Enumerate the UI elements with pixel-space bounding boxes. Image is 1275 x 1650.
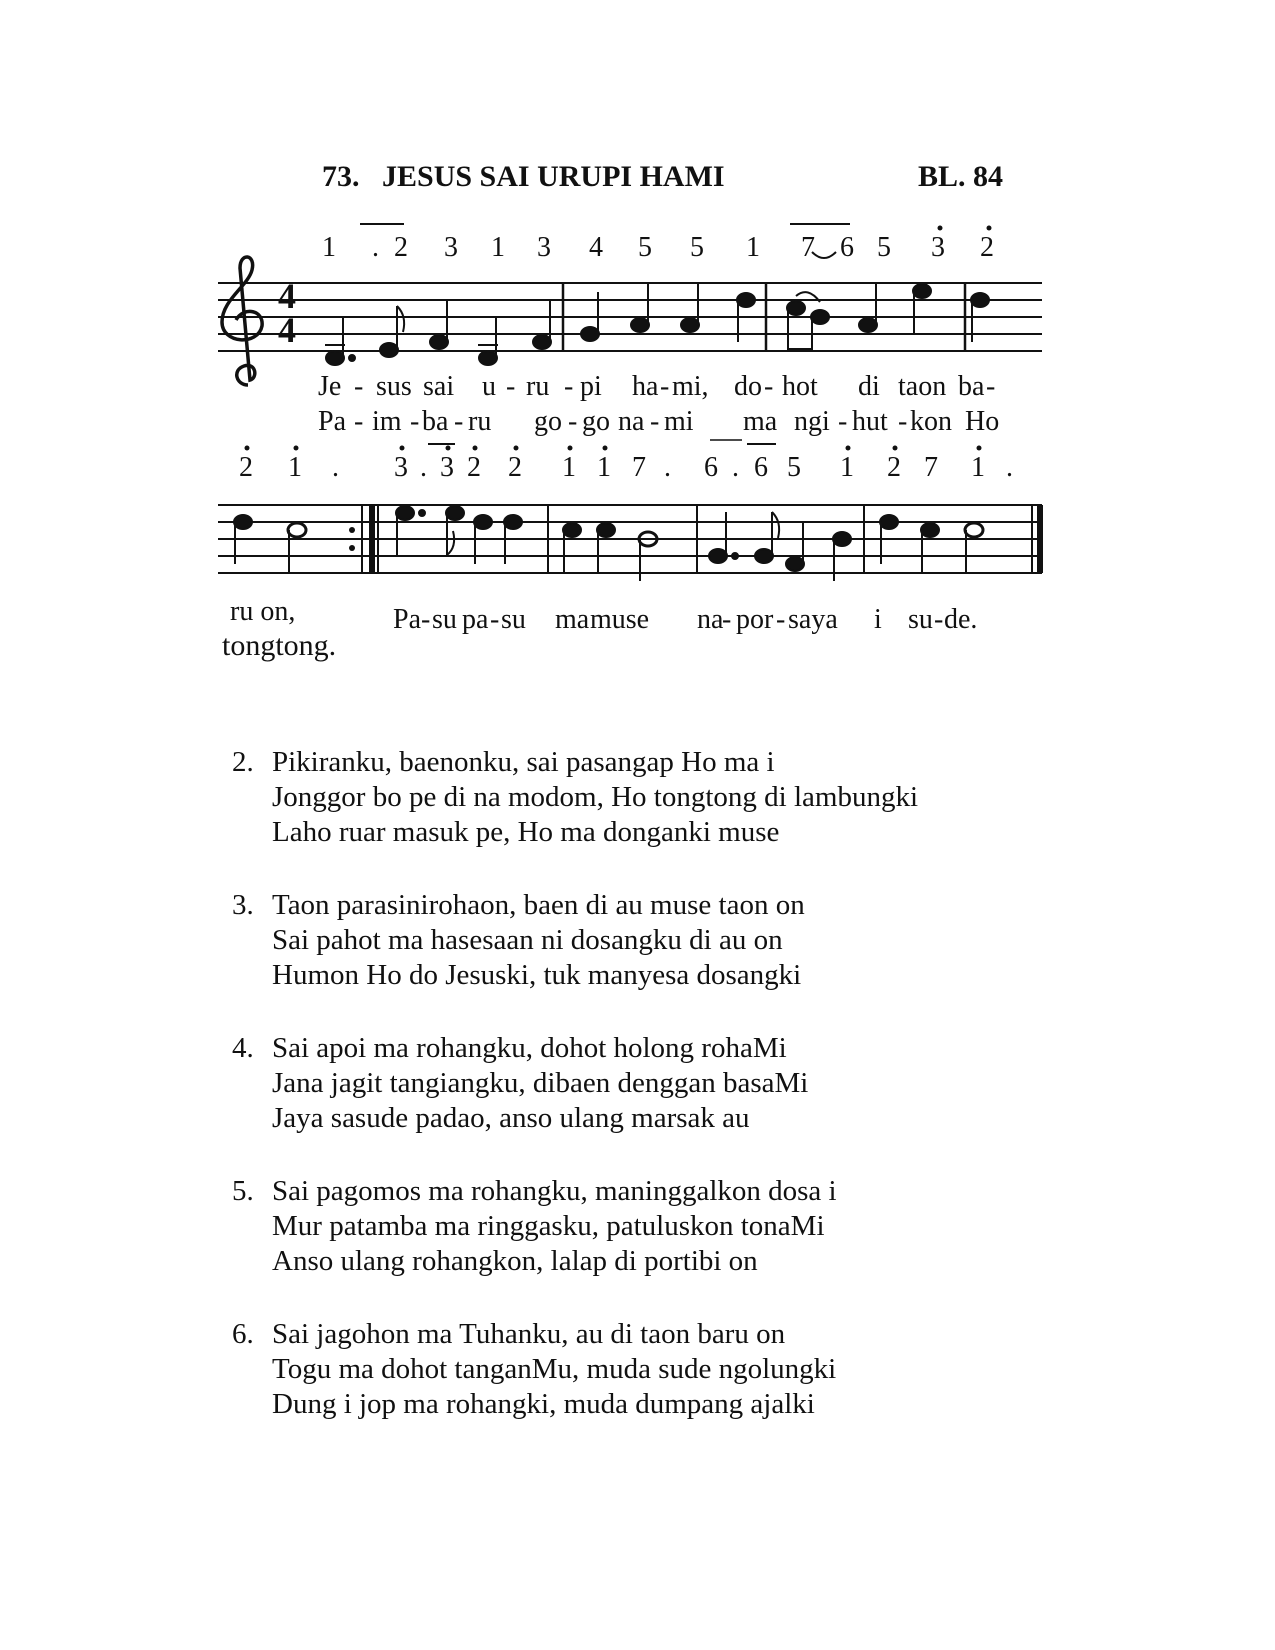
score-label: Pa (318, 406, 346, 437)
score-label: 6 (754, 452, 768, 483)
score-label: ma (555, 604, 590, 635)
score-label: na (618, 406, 645, 437)
verse-line: Pikiranku, baenonku, sai pasangap Ho ma i (272, 746, 775, 778)
note (833, 532, 851, 546)
score-label: im (372, 406, 402, 437)
hymn-title: JESUS SAI URUPI HAMI (382, 160, 725, 193)
score-label: de. (944, 604, 978, 635)
numbers-row-2 (239, 452, 1013, 483)
verse-line: Laho ruar masuk pe, Ho ma donganki muse (272, 816, 780, 848)
lyrics-row-2 (318, 406, 999, 437)
note (709, 549, 727, 563)
score-label: 3 (537, 232, 551, 263)
score-label: na (697, 604, 724, 635)
score-label: kon (910, 406, 952, 437)
score-label: 7 (924, 452, 938, 483)
note (755, 549, 773, 563)
score-label: 6 (704, 452, 718, 483)
score-label: . (420, 452, 427, 483)
score-label: ru (526, 371, 550, 402)
score-label: ngi (794, 406, 830, 437)
numbers-row-1 (322, 232, 994, 263)
note (859, 318, 877, 332)
score-label: - (722, 604, 732, 635)
verse-line: Anso ulang rohangkon, lalap di portibi on (272, 1245, 758, 1277)
note (563, 523, 581, 537)
note (380, 343, 398, 357)
verse-line: Jonggor bo pe di na modom, Ho tongtong di lambungki (272, 781, 919, 813)
octave-dot (938, 226, 943, 231)
slur-mark (812, 252, 836, 258)
verse-line: Jaya sasude padao, anso ulang marsak au (272, 1102, 750, 1134)
note (474, 515, 492, 529)
score-label: 3 (394, 452, 408, 483)
treble-clef-icon (222, 257, 262, 385)
score-label: 1 (322, 232, 336, 263)
lyrics-row-1 (318, 371, 995, 402)
score-label: - (354, 406, 364, 437)
score-label: . (332, 452, 339, 483)
score-label: 5 (877, 232, 891, 263)
note (234, 515, 252, 529)
note (288, 523, 306, 537)
score-label: - (764, 371, 774, 402)
score-label: sai (423, 371, 455, 402)
score-label: Pa (393, 604, 421, 635)
score-label: - (650, 406, 660, 437)
score-label: 1 (840, 452, 854, 483)
score-label: pi (580, 371, 602, 402)
lyrics-verse2-end: tongtong. (222, 629, 337, 662)
hymn-number: 73. (322, 160, 360, 193)
score-label: . (664, 452, 671, 483)
score-label: 1 (288, 452, 302, 483)
score-label: hot (782, 371, 818, 402)
score-label: 1 (746, 232, 760, 263)
note (971, 293, 989, 307)
score-label: di (858, 371, 880, 402)
score-label: muse (590, 604, 650, 635)
score-label: hut (852, 406, 888, 437)
score-label: su (432, 604, 457, 635)
repeat-dot (349, 527, 355, 533)
score-label: ru (468, 406, 492, 437)
score-label: saya (788, 604, 838, 635)
hymn-reference: BL. 84 (918, 160, 1004, 193)
score-label: por (736, 604, 774, 635)
score-label: - (490, 604, 500, 635)
score-label: 4 (589, 232, 603, 263)
note (737, 293, 755, 307)
verse-line: Taon parasinirohaon, baen di au muse taon on (272, 889, 805, 921)
verse-line: Humon Ho do Jesuski, tuk manyesa dosangki (272, 959, 802, 991)
note (787, 301, 805, 315)
score-label: 2 (508, 452, 522, 483)
score-label: 2 (887, 452, 901, 483)
score-label: . (1006, 452, 1013, 483)
score-label: - (564, 371, 574, 402)
score-label: mi (664, 406, 694, 437)
score-label: - (506, 371, 516, 402)
score-label: - (421, 604, 431, 635)
note (597, 523, 615, 537)
verse-number: 5. (232, 1175, 254, 1207)
score-label: . (732, 452, 739, 483)
score-label: 1 (597, 452, 611, 483)
score-label: ha (632, 371, 659, 402)
score-label: i (874, 604, 882, 635)
note (479, 351, 497, 365)
verse-number: 4. (232, 1032, 254, 1064)
score-label: - (568, 406, 578, 437)
score-label: - (660, 371, 670, 402)
score-label: su (908, 604, 933, 635)
score-label: 2 (467, 452, 481, 483)
note-dot (349, 355, 355, 361)
score-label: 1 (971, 452, 985, 483)
score-label: 7 (632, 452, 646, 483)
score-label: - (838, 406, 848, 437)
score-label: - (934, 604, 944, 635)
note (631, 318, 649, 332)
score-label: Je (318, 371, 342, 402)
score-label: 1 (562, 452, 576, 483)
verse-line: Jana jagit tangiangku, dibaen denggan basaMi (272, 1067, 809, 1099)
score-label: 5 (638, 232, 652, 263)
score-label: 3 (444, 232, 458, 263)
staff-1-notes (325, 283, 989, 365)
score-label: 3 (440, 452, 454, 483)
score-label: taon (898, 371, 947, 402)
verse-line: Sai pagomos ma rohangku, maninggalkon dosa i (272, 1175, 837, 1207)
staff-2 (218, 505, 1042, 573)
score-label: 3 (931, 232, 945, 263)
score-label: pa (462, 604, 489, 635)
score-label: go (582, 406, 610, 437)
score-label: sus (376, 371, 412, 402)
verse-6 (232, 1317, 1132, 1422)
score-label: 2 (980, 232, 994, 263)
verses (232, 745, 1132, 1460)
note (396, 506, 414, 520)
score-label: - (986, 371, 996, 402)
score-label: 2 (394, 232, 408, 263)
music-score (0, 0, 1275, 700)
note (811, 310, 829, 324)
note (786, 557, 804, 571)
score-label: 6 (840, 232, 854, 263)
score-label: . (372, 232, 379, 263)
note (965, 523, 983, 537)
score-label: u (482, 371, 496, 402)
note (533, 335, 551, 349)
score-label: ba (422, 406, 449, 437)
lyrics-verse1-end: ru on, (230, 596, 296, 627)
verse-line: Togu ma dohot tanganMu, muda sude ngolungki (272, 1353, 837, 1385)
score-label: ba (958, 371, 985, 402)
score-label: - (898, 406, 908, 437)
verse-number: 2. (232, 746, 254, 778)
verse-number: 6. (232, 1318, 254, 1350)
octave-dot (987, 226, 992, 231)
score-label: Ho (965, 406, 1000, 437)
score-label: 7 (801, 232, 815, 263)
note (446, 506, 464, 520)
verse-line: Dung i jop ma rohangki, muda dumpang ajalki (272, 1388, 815, 1420)
score-label: 2 (239, 452, 253, 483)
score-label: 1 (491, 232, 505, 263)
note (681, 318, 699, 332)
score-label: 5 (787, 452, 801, 483)
repeat-dot (349, 545, 355, 551)
time-sig-bottom: 4 (278, 310, 296, 350)
verse-5 (232, 1174, 1132, 1279)
note-dot (732, 553, 738, 559)
verse-line: Mur patamba ma ringgasku, patuluskon tonaMi (272, 1210, 825, 1242)
verse-line: Sai apoi ma rohangku, dohot holong rohaMi (272, 1032, 787, 1064)
note (921, 523, 939, 537)
note (880, 515, 898, 529)
score-label: mi, (672, 371, 709, 402)
verse-3 (232, 888, 1132, 993)
score-label: - (410, 406, 420, 437)
time-sig-top: 4 (278, 276, 296, 316)
verse-2 (232, 745, 1132, 850)
score-label: go (534, 406, 562, 437)
staff-2-notes (234, 506, 983, 581)
octave-dots-row-2 (245, 446, 982, 451)
score-label: do (734, 371, 762, 402)
score-label: ma (743, 406, 778, 437)
lyrics-refrain (393, 604, 977, 635)
verse-4 (232, 1031, 1132, 1136)
note (430, 335, 448, 349)
score-label: 5 (690, 232, 704, 263)
verse-number: 3. (232, 889, 254, 921)
note (581, 327, 599, 341)
note (326, 351, 344, 365)
note (913, 284, 931, 298)
score-label: - (454, 406, 464, 437)
note (504, 515, 522, 529)
score-label: - (776, 604, 786, 635)
verse-line: Sai pahot ma hasesaan ni dosangku di au on (272, 924, 783, 956)
note-dot (419, 510, 425, 516)
verse-line: Sai jagohon ma Tuhanku, au di taon baru on (272, 1318, 786, 1350)
score-label: - (354, 371, 364, 402)
score-label: su (501, 604, 526, 635)
